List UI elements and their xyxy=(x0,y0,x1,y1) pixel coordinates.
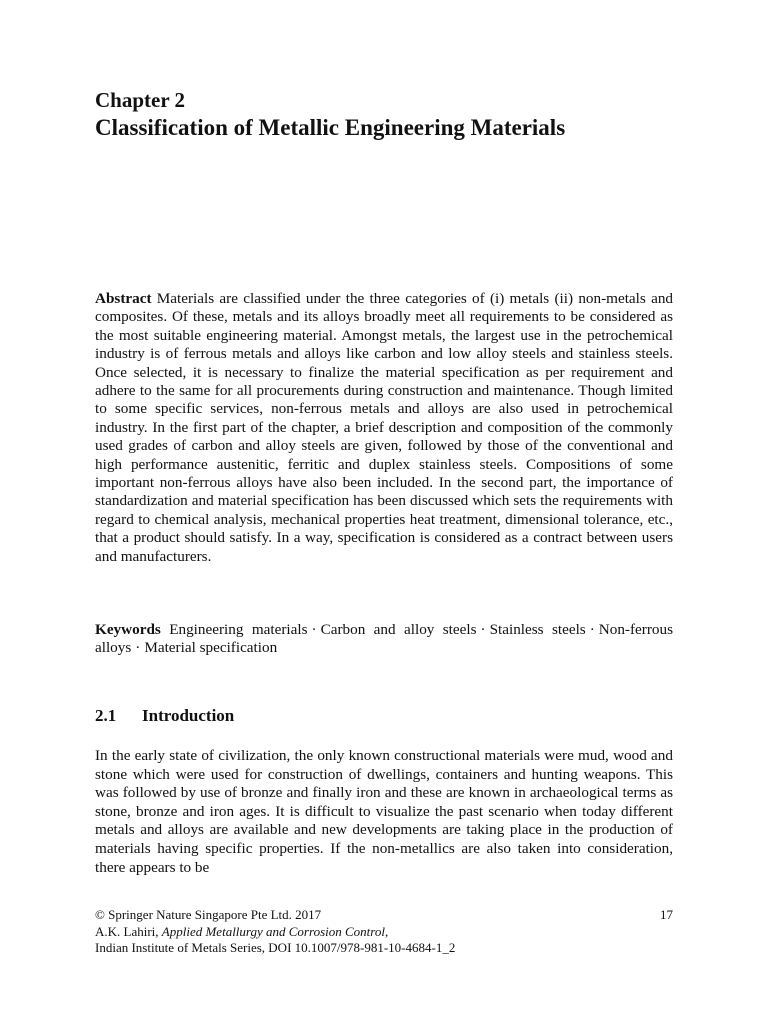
keyword-item: Carbon and alloy steels xyxy=(320,621,477,638)
page-number: 17 xyxy=(660,907,673,922)
abstract-paragraph xyxy=(95,290,673,566)
keywords-paragraph xyxy=(95,621,673,658)
chapter-label: Chapter 2 xyxy=(95,88,186,112)
keyword-separator: · xyxy=(135,639,141,657)
keyword-separator: · xyxy=(311,621,317,638)
book-title-suffix: , xyxy=(384,923,389,939)
section-number: 2.1 xyxy=(95,706,117,725)
keyword-separator: · xyxy=(589,621,595,638)
copyright-footer xyxy=(95,907,673,957)
keyword-item: Non-ferrous alloys xyxy=(95,621,674,657)
keyword-item: Material specification xyxy=(144,639,278,657)
chapter-title: Classification of Metallic Engineering Materials xyxy=(95,115,566,140)
abstract-text: Materials are classified under the three categories of (i) metals (ii) non-metals and composites. Of these, metals and its alloys broadly meet all requirements to be considered as the most suitable engineering material. Amongst metals, the largest use in the petrochemical industry is of ferrous metals and alloys like carbon and low alloy steels and stainless steels. Once selected, it is necessary to finalize the material specification as per requirement and adhere to the same for all procurements during construction and maintenance. Though limited to some specific services, non-ferrous metals and alloys are also used in petrochemical industry. In the first part of the chapter, a brief description and composition of the commonly used grades of carbon and alloy steels are given, followed by those of the conventional and high performance austenitic, ferritic and duplex stainless steels. Compositions of some important non-ferrous alloys have also been included. In the second part, the importance of standardization and material specification has been discussed which sets the requirements with regard to chemical analysis, mechanical properties heat treatment, dimensional tolerance, etc., that a product should satisfy. In a way, specification is considered as a contract between users and manufacturers. xyxy=(95,290,674,565)
keywords-label: Keywords xyxy=(95,621,161,638)
section-heading xyxy=(95,705,234,727)
series-doi-line: Indian Institute of Metals Series, DOI 10.1007/978-981-10-4684-1_2 xyxy=(95,940,456,955)
book-page xyxy=(95,0,673,1024)
keyword-separator: · xyxy=(480,621,486,638)
book-title: Applied Metallurgy and Corrosion Control xyxy=(161,923,385,939)
introduction-paragraph: In the early state of civilization, the only known constructional materials were mud, wood and stone which were used for construction of dwellings, containers and hunting weapons. This was followed by use of bronze and finally iron and these are known in archaeological terms as stone, bronze and iron ages. It is difficult to visualize the past scenario when today different metals and alloys are available and new developments are taking place in the production of materials having specific properties. If the non-metallics are also taken into consideration, there appears to be xyxy=(95,747,673,876)
copyright-line: © Springer Nature Singapore Pte Ltd. 2017 xyxy=(95,907,322,922)
author-name: A.K. Lahiri, xyxy=(95,923,159,939)
abstract-label: Abstract xyxy=(95,290,152,307)
section-title: Introduction xyxy=(142,706,235,725)
keyword-item: Stainless steels xyxy=(489,621,586,638)
citation-line xyxy=(95,924,673,941)
keyword-item: Engineering materials xyxy=(169,621,308,638)
